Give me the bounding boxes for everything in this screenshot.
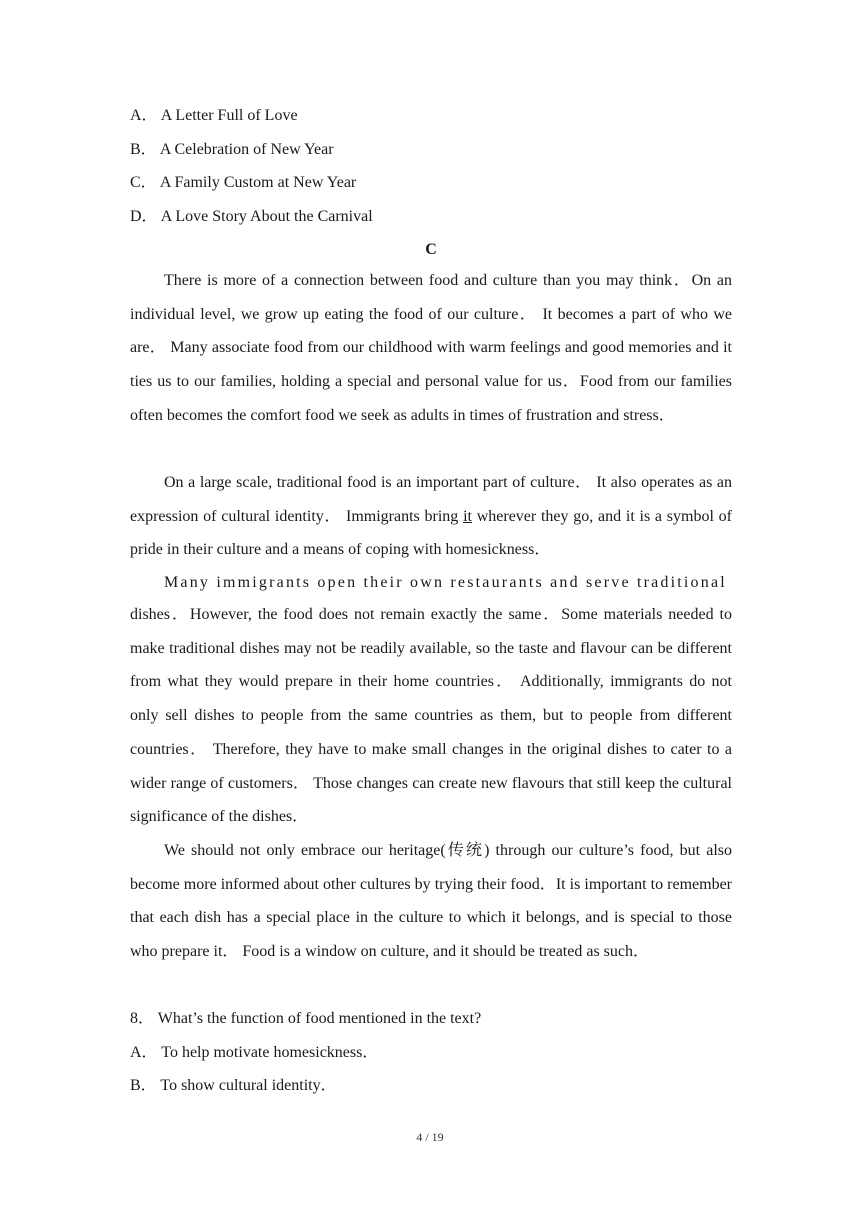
paragraph-3-first-line: Many immigrants open their own restaurants and serve traditional	[164, 574, 727, 591]
paragraph-1: There is more of a connection between food and culture than you may think．On an individual level, we grow up eating the food of our culture． It becomes a part of who we are． Many associate food from our childhood with warm feelings and good memories and it ties us to our families, holding a special and personal value for us．Food from our families often becomes the comfort food we seek as adults in times of frustration and stress．	[130, 272, 732, 424]
paragraph-4: We should not only embrace our heritage(传统) through our culture’s food, but also become more informed about other cultures by trying their food．It is important to remember that each dish has a special place in the culture to which it belongs, and is special to those who prepare it． Food is a window on culture, and it should be treated as such．	[130, 842, 732, 961]
option-a	[130, 106, 732, 126]
option-d	[130, 207, 732, 227]
option-b	[130, 140, 732, 160]
paragraph-3-body: dishes．However, the food does not remain exactly the same．Some materials needed to make traditional dishes may not be readily available, so the taste and flavour can be different from what they would prepare in their home countries． Additionally, immigrants do not only sell dishes to people from the same countries as them, but to people from different countries． Therefore, they have to make small changes in the original dishes to cater to a wider range of customers． Those changes can create new flavours that still keep the cultural significance of the dishes．	[130, 606, 732, 826]
page-number: 4 / 19	[416, 1130, 444, 1144]
paragraph-2-start: On a large scale, traditional food is an important part of culture． It also operates as an expression of cultural identity． Immigrants bring	[130, 474, 732, 525]
question-number: 8．	[130, 1010, 155, 1027]
section-heading: C	[425, 241, 437, 258]
option-letter: A．	[130, 1044, 158, 1061]
option-letter: B．	[130, 141, 157, 158]
question-text: What’s the function of food mentioned in the text?	[157, 1010, 482, 1027]
option-text: A Love Story About the Carnival	[160, 208, 373, 225]
option-c	[130, 173, 732, 193]
option-text: A Celebration of New Year	[159, 141, 334, 158]
option-letter: B．	[130, 1077, 157, 1094]
option-text: A Family Custom at New Year	[159, 174, 357, 191]
option-text: A Letter Full of Love	[160, 107, 298, 124]
option-letter: A．	[130, 107, 158, 124]
underlined-word: it	[463, 507, 472, 525]
paragraph-2-end: wherever they go, and it is a symbol of pride in their culture and a means of coping with homesickness．	[130, 507, 732, 559]
paragraph-2	[130, 466, 732, 567]
option-text: To help motivate homesickness．	[161, 1044, 379, 1061]
question-8	[130, 1009, 732, 1029]
option-text: To show cultural identity．	[160, 1077, 337, 1094]
option-letter: C．	[130, 174, 157, 191]
question-8-option-a	[130, 1043, 732, 1063]
option-letter: D．	[130, 208, 158, 225]
question-8-option-b	[130, 1076, 732, 1096]
